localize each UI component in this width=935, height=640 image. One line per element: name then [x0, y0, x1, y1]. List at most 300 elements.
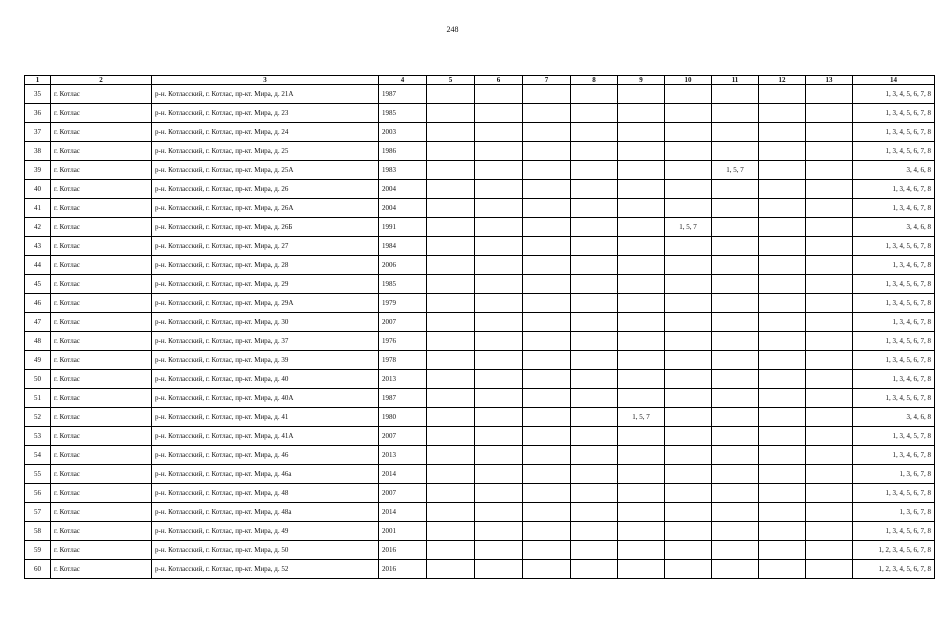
table-cell [712, 256, 759, 275]
table-cell: г. Котлас [51, 370, 152, 389]
table-cell [571, 104, 618, 123]
table-cell: 1, 3, 6, 7, 8 [853, 465, 935, 484]
table-cell: 3, 4, 6, 8 [853, 408, 935, 427]
table-cell: 43 [25, 237, 51, 256]
table-cell [712, 199, 759, 218]
table-cell: 2004 [379, 199, 427, 218]
table-cell [618, 522, 665, 541]
table-cell [665, 427, 712, 446]
table-cell [571, 389, 618, 408]
table-cell [806, 351, 853, 370]
table-cell [759, 446, 806, 465]
table-cell [523, 541, 571, 560]
table-row [25, 123, 935, 142]
table-cell: 1, 3, 4, 5, 6, 7, 8 [853, 484, 935, 503]
table-cell: 1, 5, 7 [618, 408, 665, 427]
table-cell: 1, 3, 4, 5, 6, 7, 8 [853, 275, 935, 294]
table-cell [427, 237, 475, 256]
table-cell: р-н. Котласский, г. Котлас, пр-кт. Мира, д. 46 [152, 446, 379, 465]
table-cell: 51 [25, 389, 51, 408]
table-cell [427, 351, 475, 370]
table-cell: р-н. Котласский, г. Котлас, пр-кт. Мира, д. 30 [152, 313, 379, 332]
table-cell: г. Котлас [51, 123, 152, 142]
table-cell [475, 522, 523, 541]
table-cell [523, 560, 571, 579]
table-cell [665, 313, 712, 332]
table-cell [759, 294, 806, 313]
table-cell [571, 161, 618, 180]
table-cell [618, 275, 665, 294]
table-row [25, 465, 935, 484]
table-cell [571, 446, 618, 465]
table-cell [523, 85, 571, 104]
table-cell: 1, 3, 4, 5, 6, 7, 8 [853, 389, 935, 408]
table-cell: 2014 [379, 503, 427, 522]
table-cell [712, 370, 759, 389]
table-cell: 2007 [379, 313, 427, 332]
table-cell [806, 237, 853, 256]
table-cell: 2016 [379, 541, 427, 560]
table-row [25, 484, 935, 503]
table-row [25, 275, 935, 294]
table-cell [806, 104, 853, 123]
table-cell: 1979 [379, 294, 427, 313]
table-cell [523, 218, 571, 237]
page-number: 248 [446, 25, 459, 34]
table-cell: г. Котлас [51, 351, 152, 370]
table-cell [665, 85, 712, 104]
table-cell [712, 560, 759, 579]
table-cell: р-н. Котласский, г. Котлас, пр-кт. Мира, д. 41А [152, 427, 379, 446]
table-cell [759, 142, 806, 161]
table-cell [427, 123, 475, 142]
table-cell [427, 408, 475, 427]
table-cell [571, 484, 618, 503]
table-cell [618, 313, 665, 332]
table-cell [427, 465, 475, 484]
table-cell [665, 503, 712, 522]
table-cell [712, 465, 759, 484]
table-cell: 1985 [379, 275, 427, 294]
table-cell [475, 180, 523, 199]
table-cell: 1983 [379, 161, 427, 180]
table-cell [618, 351, 665, 370]
table-cell [618, 370, 665, 389]
table-cell: р-н. Котласский, г. Котлас, пр-кт. Мира, д. 40 [152, 370, 379, 389]
table-cell [571, 351, 618, 370]
table-cell [475, 123, 523, 142]
table-cell [759, 503, 806, 522]
table-cell: 2013 [379, 370, 427, 389]
table-cell [665, 256, 712, 275]
column-header: 10 [665, 76, 712, 85]
table-cell [712, 427, 759, 446]
column-header: 4 [379, 76, 427, 85]
table-cell [712, 541, 759, 560]
table-cell [427, 503, 475, 522]
table-cell [712, 218, 759, 237]
table-cell: 1984 [379, 237, 427, 256]
table-cell [475, 351, 523, 370]
table-cell [523, 465, 571, 484]
table-cell: г. Котлас [51, 541, 152, 560]
table-cell [712, 142, 759, 161]
table-cell: г. Котлас [51, 294, 152, 313]
table-cell: 52 [25, 408, 51, 427]
table-row [25, 332, 935, 351]
table-cell [523, 446, 571, 465]
table-cell [427, 199, 475, 218]
table-cell [427, 294, 475, 313]
table-cell [759, 332, 806, 351]
table-cell: 1, 5, 7 [665, 218, 712, 237]
table-cell [618, 332, 665, 351]
table-cell [759, 465, 806, 484]
table-cell [618, 503, 665, 522]
table-cell [475, 218, 523, 237]
table-cell [806, 332, 853, 351]
table-cell: 49 [25, 351, 51, 370]
table-cell: 47 [25, 313, 51, 332]
table-cell [618, 560, 665, 579]
table-cell: 1, 3, 4, 5, 6, 7, 8 [853, 104, 935, 123]
table-cell [665, 180, 712, 199]
table-cell [618, 484, 665, 503]
table-cell [712, 408, 759, 427]
table-cell: 1976 [379, 332, 427, 351]
table-cell [618, 256, 665, 275]
table-cell: р-н. Котласский, г. Котлас, пр-кт. Мира, д. 26Б [152, 218, 379, 237]
table-cell [618, 123, 665, 142]
table-cell [665, 389, 712, 408]
table-row [25, 560, 935, 579]
table-row [25, 256, 935, 275]
table-cell [475, 104, 523, 123]
table-cell [759, 408, 806, 427]
table-cell [665, 408, 712, 427]
table-cell [806, 541, 853, 560]
table-cell: 2004 [379, 180, 427, 199]
table-cell: г. Котлас [51, 199, 152, 218]
table-cell: 35 [25, 85, 51, 104]
table-cell [806, 408, 853, 427]
table-cell: р-н. Котласский, г. Котлас, пр-кт. Мира, д. 29А [152, 294, 379, 313]
table-cell: г. Котлас [51, 484, 152, 503]
table-cell [759, 484, 806, 503]
table-cell [759, 522, 806, 541]
table-cell [759, 199, 806, 218]
table-cell [523, 180, 571, 199]
table-cell [665, 294, 712, 313]
table-row [25, 294, 935, 313]
table-cell: р-н. Котласский, г. Котлас, пр-кт. Мира, д. 48 [152, 484, 379, 503]
table-row [25, 408, 935, 427]
table-cell [571, 313, 618, 332]
table-cell: г. Котлас [51, 104, 152, 123]
table-cell [475, 161, 523, 180]
table-cell: 1, 3, 6, 7, 8 [853, 503, 935, 522]
table-cell: р-н. Котласский, г. Котлас, пр-кт. Мира, д. 46а [152, 465, 379, 484]
table-cell [806, 465, 853, 484]
table-cell [523, 256, 571, 275]
table-cell [571, 370, 618, 389]
table-cell: 1, 2, 3, 4, 5, 6, 7, 8 [853, 560, 935, 579]
table-cell [523, 294, 571, 313]
table-cell: 1980 [379, 408, 427, 427]
table-cell [475, 85, 523, 104]
table-cell [665, 199, 712, 218]
table-cell [806, 389, 853, 408]
table-row [25, 370, 935, 389]
table-cell [475, 199, 523, 218]
table-cell: 42 [25, 218, 51, 237]
table-cell: г. Котлас [51, 560, 152, 579]
table-cell [712, 294, 759, 313]
table-row [25, 389, 935, 408]
table-cell [475, 560, 523, 579]
table-cell: г. Котлас [51, 256, 152, 275]
column-header: 6 [475, 76, 523, 85]
table-cell: р-н. Котласский, г. Котлас, пр-кт. Мира, д. 23 [152, 104, 379, 123]
table-cell: 1, 5, 7 [712, 161, 759, 180]
table-cell [759, 275, 806, 294]
table-cell [806, 427, 853, 446]
table-cell [712, 351, 759, 370]
table-cell: р-н. Котласский, г. Котлас, пр-кт. Мира, д. 37 [152, 332, 379, 351]
table-cell: г. Котлас [51, 180, 152, 199]
table-cell [523, 313, 571, 332]
table-cell [618, 389, 665, 408]
table-cell: 57 [25, 503, 51, 522]
table-cell [571, 560, 618, 579]
table-cell: г. Котлас [51, 522, 152, 541]
table-cell [618, 541, 665, 560]
table-cell: 58 [25, 522, 51, 541]
table-cell [427, 522, 475, 541]
table-cell: 36 [25, 104, 51, 123]
table-cell [475, 294, 523, 313]
table-cell [571, 541, 618, 560]
table-cell [712, 123, 759, 142]
table-cell [806, 85, 853, 104]
table-cell [806, 446, 853, 465]
table-cell: 1987 [379, 85, 427, 104]
table-cell [759, 256, 806, 275]
table-cell: 1, 3, 4, 5, 6, 7, 8 [853, 351, 935, 370]
table-cell: 2001 [379, 522, 427, 541]
table-cell [712, 180, 759, 199]
table-cell [806, 484, 853, 503]
table-cell: г. Котлас [51, 218, 152, 237]
table-cell: 1, 3, 4, 6, 7, 8 [853, 313, 935, 332]
table-cell [618, 161, 665, 180]
table-cell [571, 180, 618, 199]
table-cell [759, 351, 806, 370]
table-cell [523, 161, 571, 180]
table-cell: 1978 [379, 351, 427, 370]
table-cell: р-н. Котласский, г. Котлас, пр-кт. Мира, д. 48а [152, 503, 379, 522]
table-cell [475, 256, 523, 275]
table-cell [571, 218, 618, 237]
table-cell: р-н. Котласский, г. Котлас, пр-кт. Мира, д. 25 [152, 142, 379, 161]
table-cell [523, 237, 571, 256]
column-header: 8 [571, 76, 618, 85]
table-cell [523, 123, 571, 142]
column-header: 9 [618, 76, 665, 85]
table-cell [712, 522, 759, 541]
table-cell [759, 104, 806, 123]
table-cell [475, 142, 523, 161]
table-cell: 46 [25, 294, 51, 313]
table-cell [665, 351, 712, 370]
table-cell [523, 142, 571, 161]
table-cell: 1, 3, 4, 5, 6, 7, 8 [853, 294, 935, 313]
table-row [25, 142, 935, 161]
table-cell: р-н. Котласский, г. Котлас, пр-кт. Мира, д. 26 [152, 180, 379, 199]
table-cell: 2007 [379, 484, 427, 503]
table-cell: 2003 [379, 123, 427, 142]
table-cell [475, 313, 523, 332]
table-cell [806, 142, 853, 161]
table-cell [427, 180, 475, 199]
table-cell: г. Котлас [51, 142, 152, 161]
table-cell [759, 427, 806, 446]
table-cell: р-н. Котласский, г. Котлас, пр-кт. Мира, д. 49 [152, 522, 379, 541]
table-cell [618, 218, 665, 237]
table-cell [571, 256, 618, 275]
table-row [25, 427, 935, 446]
table-cell: 1, 3, 4, 5, 6, 7, 8 [853, 332, 935, 351]
table-cell [571, 199, 618, 218]
table-cell [665, 522, 712, 541]
table-cell [618, 237, 665, 256]
table-row [25, 104, 935, 123]
data-table [24, 75, 935, 579]
table-cell: 2014 [379, 465, 427, 484]
table-cell [712, 313, 759, 332]
table-cell [618, 446, 665, 465]
table-cell: р-н. Котласский, г. Котлас, пр-кт. Мира, д. 26А [152, 199, 379, 218]
table-cell [618, 180, 665, 199]
header-row [25, 76, 935, 85]
table-cell [665, 465, 712, 484]
table-cell [618, 427, 665, 446]
table-cell: р-н. Котласский, г. Котлас, пр-кт. Мира, д. 50 [152, 541, 379, 560]
table-cell: 1, 3, 4, 5, 6, 7, 8 [853, 522, 935, 541]
column-header: 3 [152, 76, 379, 85]
table-cell: 56 [25, 484, 51, 503]
table-cell: р-н. Котласский, г. Котлас, пр-кт. Мира, д. 40А [152, 389, 379, 408]
column-header: 7 [523, 76, 571, 85]
table-cell: 1, 3, 4, 6, 7, 8 [853, 370, 935, 389]
table-cell [475, 465, 523, 484]
table-cell [759, 237, 806, 256]
table-cell [523, 484, 571, 503]
table-cell [427, 218, 475, 237]
table-cell: 1985 [379, 104, 427, 123]
table-cell: 44 [25, 256, 51, 275]
table-cell [618, 142, 665, 161]
table-cell: 3, 4, 6, 8 [853, 161, 935, 180]
table-cell: р-н. Котласский, г. Котлас, пр-кт. Мира, д. 29 [152, 275, 379, 294]
table-cell: 1, 3, 4, 5, 7, 8 [853, 427, 935, 446]
table-cell [712, 85, 759, 104]
column-header: 1 [25, 76, 51, 85]
table-cell [523, 199, 571, 218]
table-cell [427, 313, 475, 332]
table-cell [712, 275, 759, 294]
table-cell [665, 104, 712, 123]
table-row [25, 351, 935, 370]
table-cell [759, 389, 806, 408]
table-cell [523, 408, 571, 427]
table-body [25, 85, 935, 579]
table-cell [571, 332, 618, 351]
table-row [25, 313, 935, 332]
table-cell [523, 522, 571, 541]
table-cell [523, 332, 571, 351]
table-cell [475, 370, 523, 389]
table-cell: 60 [25, 560, 51, 579]
table-cell [665, 275, 712, 294]
table-cell [665, 237, 712, 256]
table-cell [806, 275, 853, 294]
table-cell: р-н. Котласский, г. Котлас, пр-кт. Мира, д. 27 [152, 237, 379, 256]
table-cell [759, 313, 806, 332]
table-cell [523, 275, 571, 294]
table-cell [475, 446, 523, 465]
column-header: 14 [853, 76, 935, 85]
table-cell [427, 389, 475, 408]
table-cell: 1986 [379, 142, 427, 161]
table-cell [618, 199, 665, 218]
table-cell: г. Котлас [51, 237, 152, 256]
table-cell [523, 104, 571, 123]
table-cell [806, 313, 853, 332]
table-cell [571, 237, 618, 256]
table-row [25, 85, 935, 104]
table-cell [427, 427, 475, 446]
table-cell: г. Котлас [51, 332, 152, 351]
table-cell [759, 161, 806, 180]
table-cell [806, 218, 853, 237]
table-cell [712, 104, 759, 123]
table-cell [806, 123, 853, 142]
table-cell [759, 180, 806, 199]
table-cell [523, 351, 571, 370]
table-cell [475, 237, 523, 256]
table-cell: г. Котлас [51, 313, 152, 332]
table-row [25, 503, 935, 522]
table-cell [806, 199, 853, 218]
table-cell [665, 332, 712, 351]
column-header: 2 [51, 76, 152, 85]
table-cell: р-н. Котласский, г. Котлас, пр-кт. Мира, д. 41 [152, 408, 379, 427]
table-cell: 1, 3, 4, 6, 7, 8 [853, 180, 935, 199]
table-cell [427, 85, 475, 104]
table-cell [665, 560, 712, 579]
table-cell [806, 180, 853, 199]
table-cell [427, 560, 475, 579]
table-cell: 53 [25, 427, 51, 446]
table-cell [475, 275, 523, 294]
table-cell: 2006 [379, 256, 427, 275]
table-cell [759, 218, 806, 237]
table-cell [618, 104, 665, 123]
table-cell [427, 161, 475, 180]
table-cell [475, 503, 523, 522]
table-cell [665, 142, 712, 161]
